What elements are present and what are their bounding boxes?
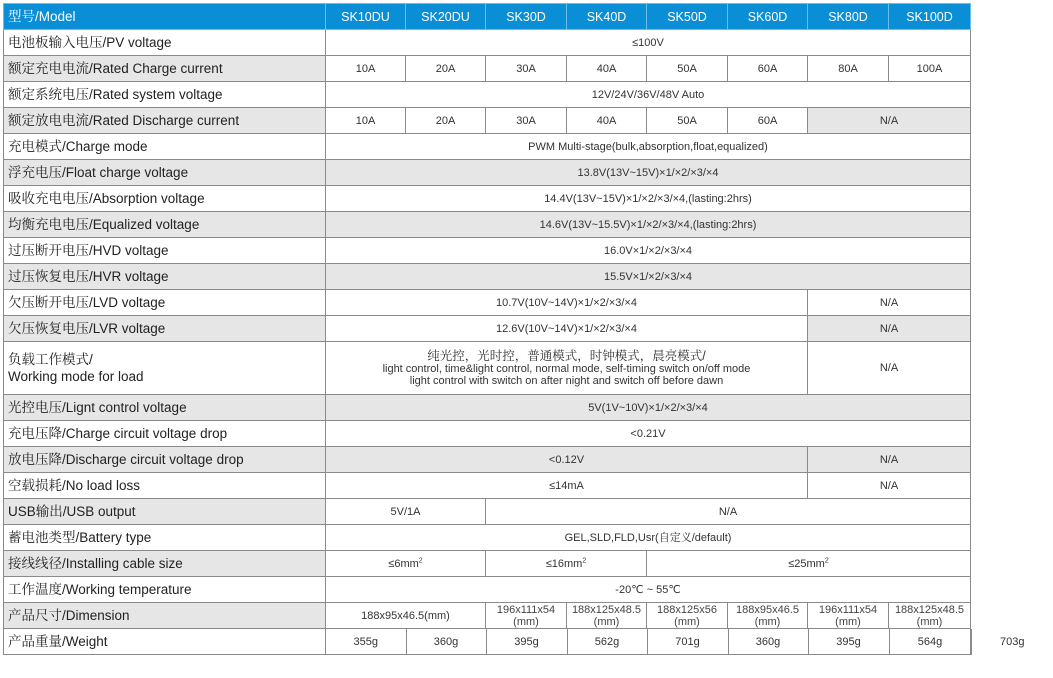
- cell-value: 196x111x54 (mm): [808, 603, 889, 629]
- model-sk50d: SK50D: [647, 4, 728, 30]
- row-label: 吸收充电电压/Absorption voltage: [4, 186, 326, 212]
- weight-3: 395g: [486, 629, 567, 654]
- row-equalized-voltage: [4, 212, 971, 238]
- weight-9: 703g: [971, 629, 1053, 654]
- model-sk20du: SK20DU: [406, 4, 486, 30]
- row-float-voltage: [4, 160, 971, 186]
- row-value: 5V(1V~10V)×1/×2/×3/×4: [326, 395, 971, 421]
- cell-value: $\le 25mm^2$: [647, 551, 971, 577]
- row-label: 额定充电电流/Rated Charge current: [4, 56, 326, 82]
- cell-value: 20A: [406, 108, 486, 134]
- row-value: 12V/24V/36V/48V Auto: [326, 82, 971, 108]
- row-lvr-voltage: [4, 316, 971, 342]
- row-label: 额定放电电流/Rated Discharge current: [4, 108, 326, 134]
- cable-size-3: ≤25mm: [788, 557, 825, 570]
- cell-value: 80A: [808, 56, 889, 82]
- row-label: 工作温度/Working temperature: [4, 577, 326, 603]
- row-label: 产品尺寸/Dimension: [4, 603, 326, 629]
- row-label: 空载损耗/No load loss: [4, 473, 326, 499]
- cell-na: N/A: [808, 316, 971, 342]
- row-label: 充电压降/Charge circuit voltage drop: [4, 421, 326, 447]
- model-label: 型号/Model: [4, 4, 326, 30]
- load-mode-en-2: light control with switch on after night and switch off before dawn: [409, 374, 724, 387]
- row-weight: [4, 629, 971, 655]
- cell-na: N/A: [808, 108, 971, 134]
- row-no-load-loss: [4, 473, 971, 499]
- row-label: 放电压降/Discharge circuit voltage drop: [4, 447, 326, 473]
- weight-8: 564g: [889, 629, 971, 654]
- spec-table: [3, 3, 1025, 655]
- cell-value: 188x125x48.5 (mm): [567, 603, 647, 629]
- cell-value: 50A: [647, 108, 728, 134]
- cell-na: N/A: [808, 290, 971, 316]
- row-label-cn: 负载工作模式/: [8, 352, 93, 367]
- weight-2: 360g: [406, 629, 486, 654]
- row-value: 16.0V×1/×2/×3/×4: [326, 238, 971, 264]
- row-battery-type: [4, 525, 971, 551]
- cell-value: 10A: [326, 56, 406, 82]
- row-working-temp: [4, 577, 971, 603]
- row-value: GEL,SLD,FLD,Usr(自定义/default): [326, 525, 971, 551]
- row-label-en: Working mode for load: [8, 369, 144, 384]
- row-value: 10.7V(10V~14V)×1/×2/×3/×4: [326, 290, 808, 316]
- row-label: 额定系统电压/Rated system voltage: [4, 82, 326, 108]
- load-mode-cn: 纯光控，光时控，普通模式，时钟模式，晨亮模式/: [427, 348, 706, 363]
- row-cable-size: [4, 551, 971, 577]
- cell-value: 20A: [406, 56, 486, 82]
- row-value: <0.12V: [326, 447, 808, 473]
- row-value: 12.6V(10V~14V)×1/×2/×3/×4: [326, 316, 808, 342]
- row-label: 接线线径/Installing cable size: [4, 551, 326, 577]
- row-value: -20℃ ~ 55℃: [326, 577, 971, 603]
- row-label: 产品重量/Weight: [4, 629, 326, 655]
- cell-value: 60A: [728, 56, 808, 82]
- row-light-control-voltage: [4, 395, 971, 421]
- model-sk40d: SK40D: [567, 4, 647, 30]
- row-discharge-drop: [4, 447, 971, 473]
- row-dimension: [4, 603, 971, 629]
- weight-7: 395g: [808, 629, 889, 654]
- row-charge-mode: [4, 134, 971, 160]
- cell-value: $\le 6mm^2$: [326, 551, 486, 577]
- row-label: 光控电压/Lignt control voltage: [4, 395, 326, 421]
- cable-size-1: ≤6mm: [388, 557, 419, 570]
- cell-value: 50A: [647, 56, 728, 82]
- cell-value: 40A: [567, 108, 647, 134]
- row-charge-drop: [4, 421, 971, 447]
- row-label: 电池板输入电压/PV voltage: [4, 30, 326, 56]
- cable-size-2: ≤16mm: [545, 557, 583, 570]
- row-absorption-voltage: [4, 186, 971, 212]
- row-label: 过压断开电压/HVD voltage: [4, 238, 326, 264]
- row-pv-voltage: [4, 30, 971, 56]
- cell-value: 188x95x46.5 (mm): [728, 603, 808, 629]
- row-rated-discharge: [4, 108, 971, 134]
- cell-value: 60A: [728, 108, 808, 134]
- row-usb-output: [4, 499, 971, 525]
- row-value: 15.5V×1/×2/×3/×4: [326, 264, 971, 290]
- model-sk100d: SK100D: [889, 4, 971, 30]
- row-hvd-voltage: [4, 238, 971, 264]
- row-value: ≤100V: [326, 30, 971, 56]
- weight-4: 562g: [567, 629, 647, 654]
- weight-values: [326, 629, 1025, 655]
- row-label: 蓄电池类型/Battery type: [4, 525, 326, 551]
- row-hvr-voltage: [4, 264, 971, 290]
- cell-value: 30A: [486, 56, 567, 82]
- row-value: PWM Multi-stage(bulk,absorption,float,equalized): [326, 134, 971, 160]
- cell-value: $\le 16mm^2$: [486, 551, 647, 577]
- weight-5: 701g: [647, 629, 728, 654]
- row-label: 过压恢复电压/HVR voltage: [4, 264, 326, 290]
- cell-na: N/A: [808, 342, 971, 395]
- cell-value: 188x125x48.5 (mm): [889, 603, 971, 629]
- model-sk30d: SK30D: [486, 4, 567, 30]
- row-load-mode: [4, 342, 971, 395]
- cell-value: 196x111x54 (mm): [486, 603, 567, 629]
- cell-value: 188x125x56 (mm): [647, 603, 728, 629]
- row-value: <0.21V: [326, 421, 971, 447]
- cell-na: N/A: [808, 473, 971, 499]
- load-mode-en-1: light control, time&light control, normal mode, self-timing switch on/off mode: [382, 362, 751, 375]
- row-label: 充电模式/Charge mode: [4, 134, 326, 160]
- row-system-voltage: [4, 82, 971, 108]
- cell-value: 30A: [486, 108, 567, 134]
- cell-value: 40A: [567, 56, 647, 82]
- cell-value: 100A: [889, 56, 971, 82]
- row-lvd-voltage: [4, 290, 971, 316]
- row-label: 欠压恢复电压/LVR voltage: [4, 316, 326, 342]
- row-value: 14.4V(13V~15V)×1/×2/×3/×4,(lasting:2hrs): [326, 186, 971, 212]
- row-value: 14.6V(13V~15.5V)×1/×2/×3/×4,(lasting:2hrs): [326, 212, 971, 238]
- row-rated-charge: [4, 56, 971, 82]
- row-value: [326, 342, 808, 395]
- weight-subtable: [326, 629, 1053, 654]
- row-label: USB输出/USB output: [4, 499, 326, 525]
- cell-na: N/A: [808, 447, 971, 473]
- cell-value: 10A: [326, 108, 406, 134]
- header-row: [4, 4, 971, 30]
- row-label: [4, 342, 326, 395]
- weight-1: 355g: [326, 629, 406, 654]
- weight-6: 360g: [728, 629, 808, 654]
- row-label: 浮充电压/Float charge voltage: [4, 160, 326, 186]
- row-value: 5V/1A: [326, 499, 486, 525]
- row-label: 欠压断开电压/LVD voltage: [4, 290, 326, 316]
- row-label: 均衡充电电压/Equalized voltage: [4, 212, 326, 238]
- row-value: 13.8V(13V~15V)×1/×2/×3/×4: [326, 160, 971, 186]
- cell-na: N/A: [486, 499, 971, 525]
- model-sk80d: SK80D: [808, 4, 889, 30]
- row-value: ≤14mA: [326, 473, 808, 499]
- model-sk60d: SK60D: [728, 4, 808, 30]
- cell-value: 188x95x46.5(mm): [326, 603, 486, 629]
- model-sk10du: SK10DU: [326, 4, 406, 30]
